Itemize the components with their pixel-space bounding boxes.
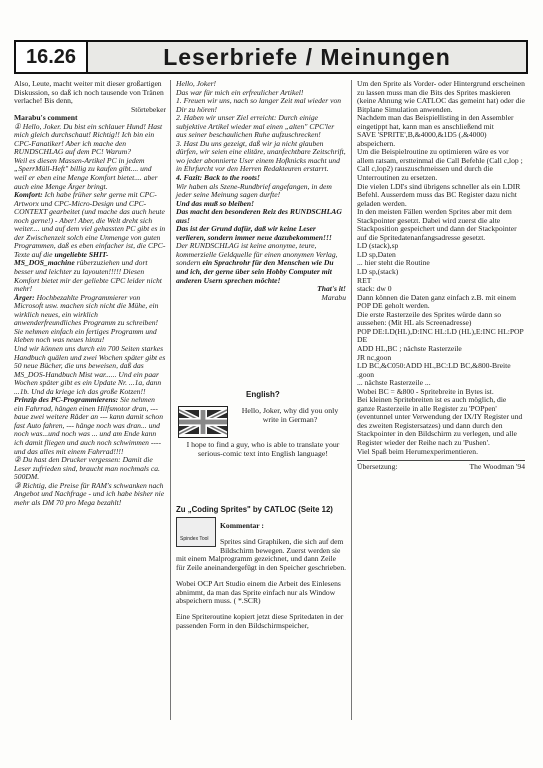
intro-signature: Störtebeker [130,104,166,114]
code-line: LD (stack),sp [357,241,399,251]
greeting: Hello, Joker! [176,79,217,88]
code-line: .goon [357,369,375,379]
sprites-section [176,506,346,638]
col3-paragraph: Die vielen LDI's sind übrigens schneller als ein LDIR Befehl. Ausserdem muss das BC Register dazu nicht geladen werden. [357,181,521,208]
code-line: ... nächste Rasterzeile ... [357,378,431,388]
col3-paragraph: Um die Beispielroutine zu optimieren wäre es vor allem ratsam, erstteinmal die Call Befehle (Call c,lop ; Call c,lop2) rauszuschmeissen und durch die Unterroutinen zu ersetzen. [357,147,523,183]
emphasis-text: ungeliebte SHIT-MS_DOS_machine [14,249,109,268]
comment-paragraph: Und wir können uns durch ein 700 Seiten starkes Handbuch quälen und zwei Wochen später gibt es 50 neue Bücher, die uns beweisen, daß das MS_DOS-Handbuch Mist war...... Und ein paar Wochen später gibt es ein Update Nr. ...1a, dann ...1b. Und da kriege ich das große Kotzen!! [14,343,166,396]
col3-paragraph: Die erste Rasterzeile des Sprites würde dann so aussehen: (Mit HL als Screenadresse) [357,309,502,328]
code-line: Wobei BC = &800 - Spritebreite in Bytes ist. [357,386,494,396]
column-middle [176,80,346,302]
col3-paragraph: Dann können die Daten ganz einfach z.B. mit einem POP DE geholt werden. [357,292,516,311]
label-komfort: Komfort: [14,190,43,200]
comment-heading: Marabu's comment [14,113,78,123]
code-line: JR nc,goon [357,352,392,362]
english-heading: English? [246,390,280,399]
sprites-paragraph: Sprites sind Graphiken, die sich auf dem Bildschirm bewegen. Zuerst werden sie mit einem Malprogramm gezeichnet, und dann Zeile für Zeile aneinandergefügt in den Speicher geschrieben. [176,537,347,572]
reply-paragraph [176,242,346,285]
sprites-kommentar-label: Kommentar : [220,521,264,531]
sprite-thumbnail-image [176,517,216,547]
comment-paragraph: ③ Richtig, die Preise für RAM's schwanken nach Angebot und Nachfrage - und ich habe bisher nie mehr als DM 70 pro Mega bezahlt! [14,480,165,507]
intro-paragraph: Also, Leute, macht weiter mit dieser großartigen Diskussion, so daß ich noch tausende von Tränen verlache! Bis denn, [14,79,164,106]
thumbnail-label: Spindex Tool [180,536,209,542]
page-number: 16.26 [16,42,86,72]
reply-emphasis: ein Sprachrohr für den Menschen wie Du und ich, der gerne über sein Hobby Computer mit anderen Usern sprechen möchte! [176,258,334,285]
col3-paragraph: SAVE 'SPRITE',B,&4000,&1D5 (,&4000) abspeichern. [357,130,487,148]
comment-paragraph [14,294,166,345]
column-right [357,80,525,472]
reply-paragraph: 2. Haben wir unser Ziel erreicht: Durch einige subjektive Artikel wieder mal einen „alten" CPC'ler aus seiner beschaulichen Ruhe aufzuschrecken! [176,113,335,140]
comment-paragraph: ② Du hast den Drucker vergessen: Damit die Leser zufrieden sind, braucht man nochmals ca. 500DM. [14,455,160,482]
reply-paragraph: Und das muß so bleiben! [176,198,255,208]
comment-paragraph [14,191,166,294]
reply-paragraph: 4. Fazit: Back to the roots! [176,173,260,183]
comment-paragraph [14,396,166,456]
komfort-text-end: rüberzuziehen und dort besser und leichter zu layouten!!!!! Diesen Komfort bietet mir der geliebte CPC leider nicht mehr! [14,258,162,294]
column-left [14,80,166,507]
sprites-heading: Zu „Coding Sprites" by CATLOC (Seite 12) [176,505,333,514]
page-title: Leserbriefe / Meinungen [86,42,526,72]
sprites-paragraph: Eine Spriteroutine kopiert jetzt diese Spritedaten in der passenden Form in den Bildschirmspeicher, [176,612,344,630]
union-jack-icon [178,406,228,438]
col3-paragraph: Viel Spaß beim Herumexperimentieren. [357,446,479,456]
column-divider [170,80,171,720]
col3-paragraph: In den meisten Fällen werden Sprites aber mit dem Stackpointer gesetzt. Dabei wird zuerst die alte Stackposition gespeichert und dann der Stackpointer auf die Spritedatenanfangsadresse gesetzt. [357,207,517,242]
komfort-text: Ich habe früher sehr gerne mit CPC-Artworx und CPC-Micro-Design und CPC-CONTEXT gearbeitet (und mache das auch heute noch gerne!) - Aber! Aber, die Welt dreht sich weiter.... und auf dem viel gehassten PC gibt es in der Zwischenzeit solch eine Unmenge von guten Programmen, daß es eben einfacher ist, die CPC-Texte auf die [14,190,166,259]
col3-paragraph: Nachdem man das Beispiellisting in den Assembler eingetippt hat, kann man es anschließend mit [357,113,514,131]
credit-name: The Woodman '94 [469,462,525,472]
label-aerger: Ärger: [14,292,35,302]
code-line: LD sp,Daten [357,249,396,259]
credit-label: Übersetzung: [357,462,398,472]
code-line: stack: dw 0 [357,284,392,294]
comment-paragraph: ① Hello, Joker. Du bist ein schlauer Hund! Hast mich gleich durchschaut! Richtig!! Ich bin ein CPC-Fanatiker! Aber ich mache den RUNDSCHLAG auf dem PC! Warum? [14,121,163,157]
col3-paragraph: Um den Sprite als Vorder- oder Hintergrund erscheinen zu lassen muss man die Bits des Sprites maskieren (keine Ahnung wie CATLOC das gemeint hat) oder die Bitplane Simulation anwenden. [357,79,525,114]
comment-paragraph: Weil es diesen Massen-Artikel PC in jedem „SperrMüll-Heft" billig zu kaufen gibt.... und weil er eben eine Menge Komfort bietet.... aber auch eine Menge Ärger bringt. [14,155,158,191]
code-line: LD BC,&C050:ADD HL,BC:LD BC,&800-Breite [357,361,511,371]
reply-paragraph: Das macht den besonderen Reiz des RUNDSCHLAG aus! [176,207,342,225]
sprites-paragraph: Wobei OCP Art Studio einem die Arbeit des Einlesens abnimmt, da man das Sprite einfach nur als Window abspeichern muss. ( *.SCR) [176,579,341,606]
col3-paragraph: Bei kleinen Spritebreiten ist es auch möglich, die ganze Rasterzeile in alle Register zu 'POPpen' (eventunnel unter Verwendung der IX/IY Register und des zweiten Registersatzes) und dann durch den Stackpointer in den Bildschirm zu verlegen, und alle Register wieder der Reihe nach zu 'Pushen'. [357,395,523,447]
prinzip-text: Sie nehmen ein Fahrrad, hängen einen Hilfsmotor dran, --- baue zwei weitere Räder an --- kann damit schon fast Auto fahren, --- hänge noch was dran... und noch was...und noch was ... und am Ende kann ich damit fliegen und auch noch schwimmen ---- und das alles mit einem Fahrrad!!!! [14,395,164,456]
page-header [14,40,528,74]
reply-paragraph: Wir haben als Szene-Rundbrief angefangen, in dem jeder seine Meinung sagen durfte! [176,181,332,200]
column-divider [351,80,352,720]
code-line: ... hier steht die Routine [357,258,430,268]
reply-paragraph: Das ist der Grund dafür, daß wir keine Leser verlieren, sondern immer neue dazubekommen!!! [176,224,332,242]
reply-paragraph: 3. Hast Du uns gezeigt, daß wir ja nicht glauben dürfen, wir seien eine elitäre, unanfechtbare Zeitschrift, wo jeder abonnierte User einem Hofknicks macht und in Ehrfurcht vor den Herren Redakteuren erstarrt. [176,138,346,174]
reply-closing: That's it! [317,284,346,294]
english-text-2: I hope to find a guy, who is able to translate your serious-comic text into English language! [186,440,340,458]
code-line: RET [357,275,372,285]
aerger-text: Hochbezahlte Programmierer von Microsoft usw. machen sich nicht die Mühe, ein wirklich neues, ein wirklich anwenderfreundliches Programm zu schreiben! Sie nehmen einfach ein fertiges Programm und kleben noch was neues hinzu! [14,292,159,345]
reply-paragraph: 1. Freuen wir uns, nach so langer Zeit mal wieder von Dir zu hören! [176,96,342,114]
code-line: LD sp,(stack) [357,267,399,277]
code-line: ADD HL,BC ; nächste Rasterzeile [357,343,462,353]
reply-paragraph: Das war für mich ein erfreulicher Artikel! [176,87,304,97]
credits-line [357,460,525,472]
english-box [176,384,346,488]
english-text-1: Hello, Joker, why did you only write in German? [241,406,339,424]
code-line: POP DE:LD(HL),D:INC HL:LD (HL),E:INC HL:POP DE [357,326,524,345]
label-prinzip: Prinzip des PC-Programmierens: [14,395,119,405]
reply-text: Der RUNDSCHLAG ist keine anonyme, teure, kommerzielle Geldquelle für einen anonymen Verlag, sondern [176,241,338,268]
reply-signature: Marabu [321,292,346,302]
